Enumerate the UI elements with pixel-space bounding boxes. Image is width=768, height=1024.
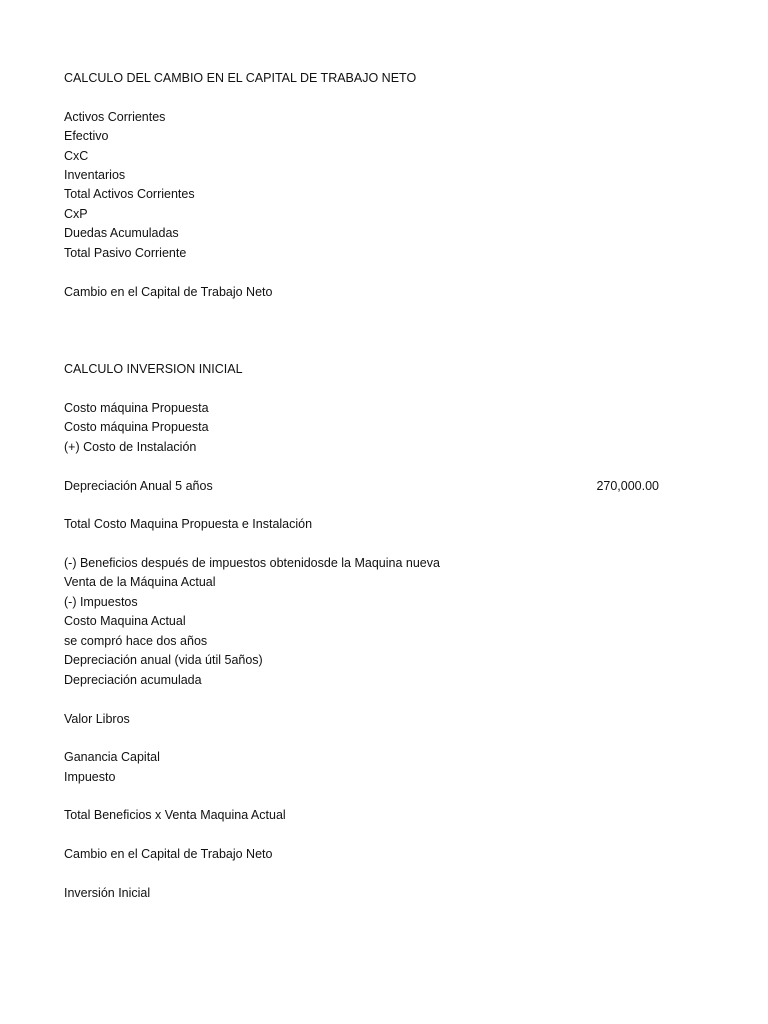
line-cambio-capital-trabajo-2: Cambio en el Capital de Trabajo Neto [64, 847, 273, 861]
line-costo-maquina-actual: Costo Maquina Actual [64, 614, 186, 628]
line-costo-maquina-propuesta-2: Costo máquina Propuesta [64, 420, 209, 434]
line-costo-instalacion: (+) Costo de Instalación [64, 440, 197, 454]
line-depreciacion-anual: Depreciación Anual 5 años [64, 479, 213, 493]
line-impuestos: (-) Impuestos [64, 595, 138, 609]
line-cxc: CxC [64, 149, 89, 163]
line-venta-maquina-actual: Venta de la Máquina Actual [64, 575, 216, 589]
line-depreciacion-anual-vida-util: Depreciación anual (vida útil 5años) [64, 653, 263, 667]
line-ganancia-capital: Ganancia Capital [64, 750, 160, 764]
line-impuesto: Impuesto [64, 770, 116, 784]
line-inventarios: Inventarios [64, 168, 126, 182]
line-depreciacion-acumulada: Depreciación acumulada [64, 673, 202, 687]
line-deudas-acumuladas: Duedas Acumuladas [64, 226, 179, 240]
line-total-beneficios: Total Beneficios x Venta Maquina Actual [64, 808, 286, 822]
value-depreciacion-anual: 270,000.00 [596, 479, 659, 493]
line-cambio-capital-trabajo: Cambio en el Capital de Trabajo Neto [64, 285, 273, 299]
section-title-initial-investment: CALCULO INVERSION INICIAL [64, 362, 243, 376]
line-total-pasivo-corriente: Total Pasivo Corriente [64, 246, 187, 260]
line-se-compro: se compró hace dos años [64, 634, 208, 648]
section-title-working-capital: CALCULO DEL CAMBIO EN EL CAPITAL DE TRABAJO NETO [64, 71, 417, 85]
line-beneficios-despues-impuestos: (-) Beneficios después de impuestos obtenidosde la Maquina nueva [64, 556, 440, 570]
line-valor-libros: Valor Libros [64, 712, 130, 726]
line-efectivo: Efectivo [64, 129, 109, 143]
line-total-costo-maquina: Total Costo Maquina Propuesta e Instalación [64, 517, 313, 531]
line-inversion-inicial: Inversión Inicial [64, 886, 151, 900]
line-activos-corrientes: Activos Corrientes [64, 110, 166, 124]
line-total-activos-corrientes: Total Activos Corrientes [64, 187, 195, 201]
line-costo-maquina-propuesta: Costo máquina Propuesta [64, 401, 209, 415]
line-cxp: CxP [64, 207, 88, 221]
